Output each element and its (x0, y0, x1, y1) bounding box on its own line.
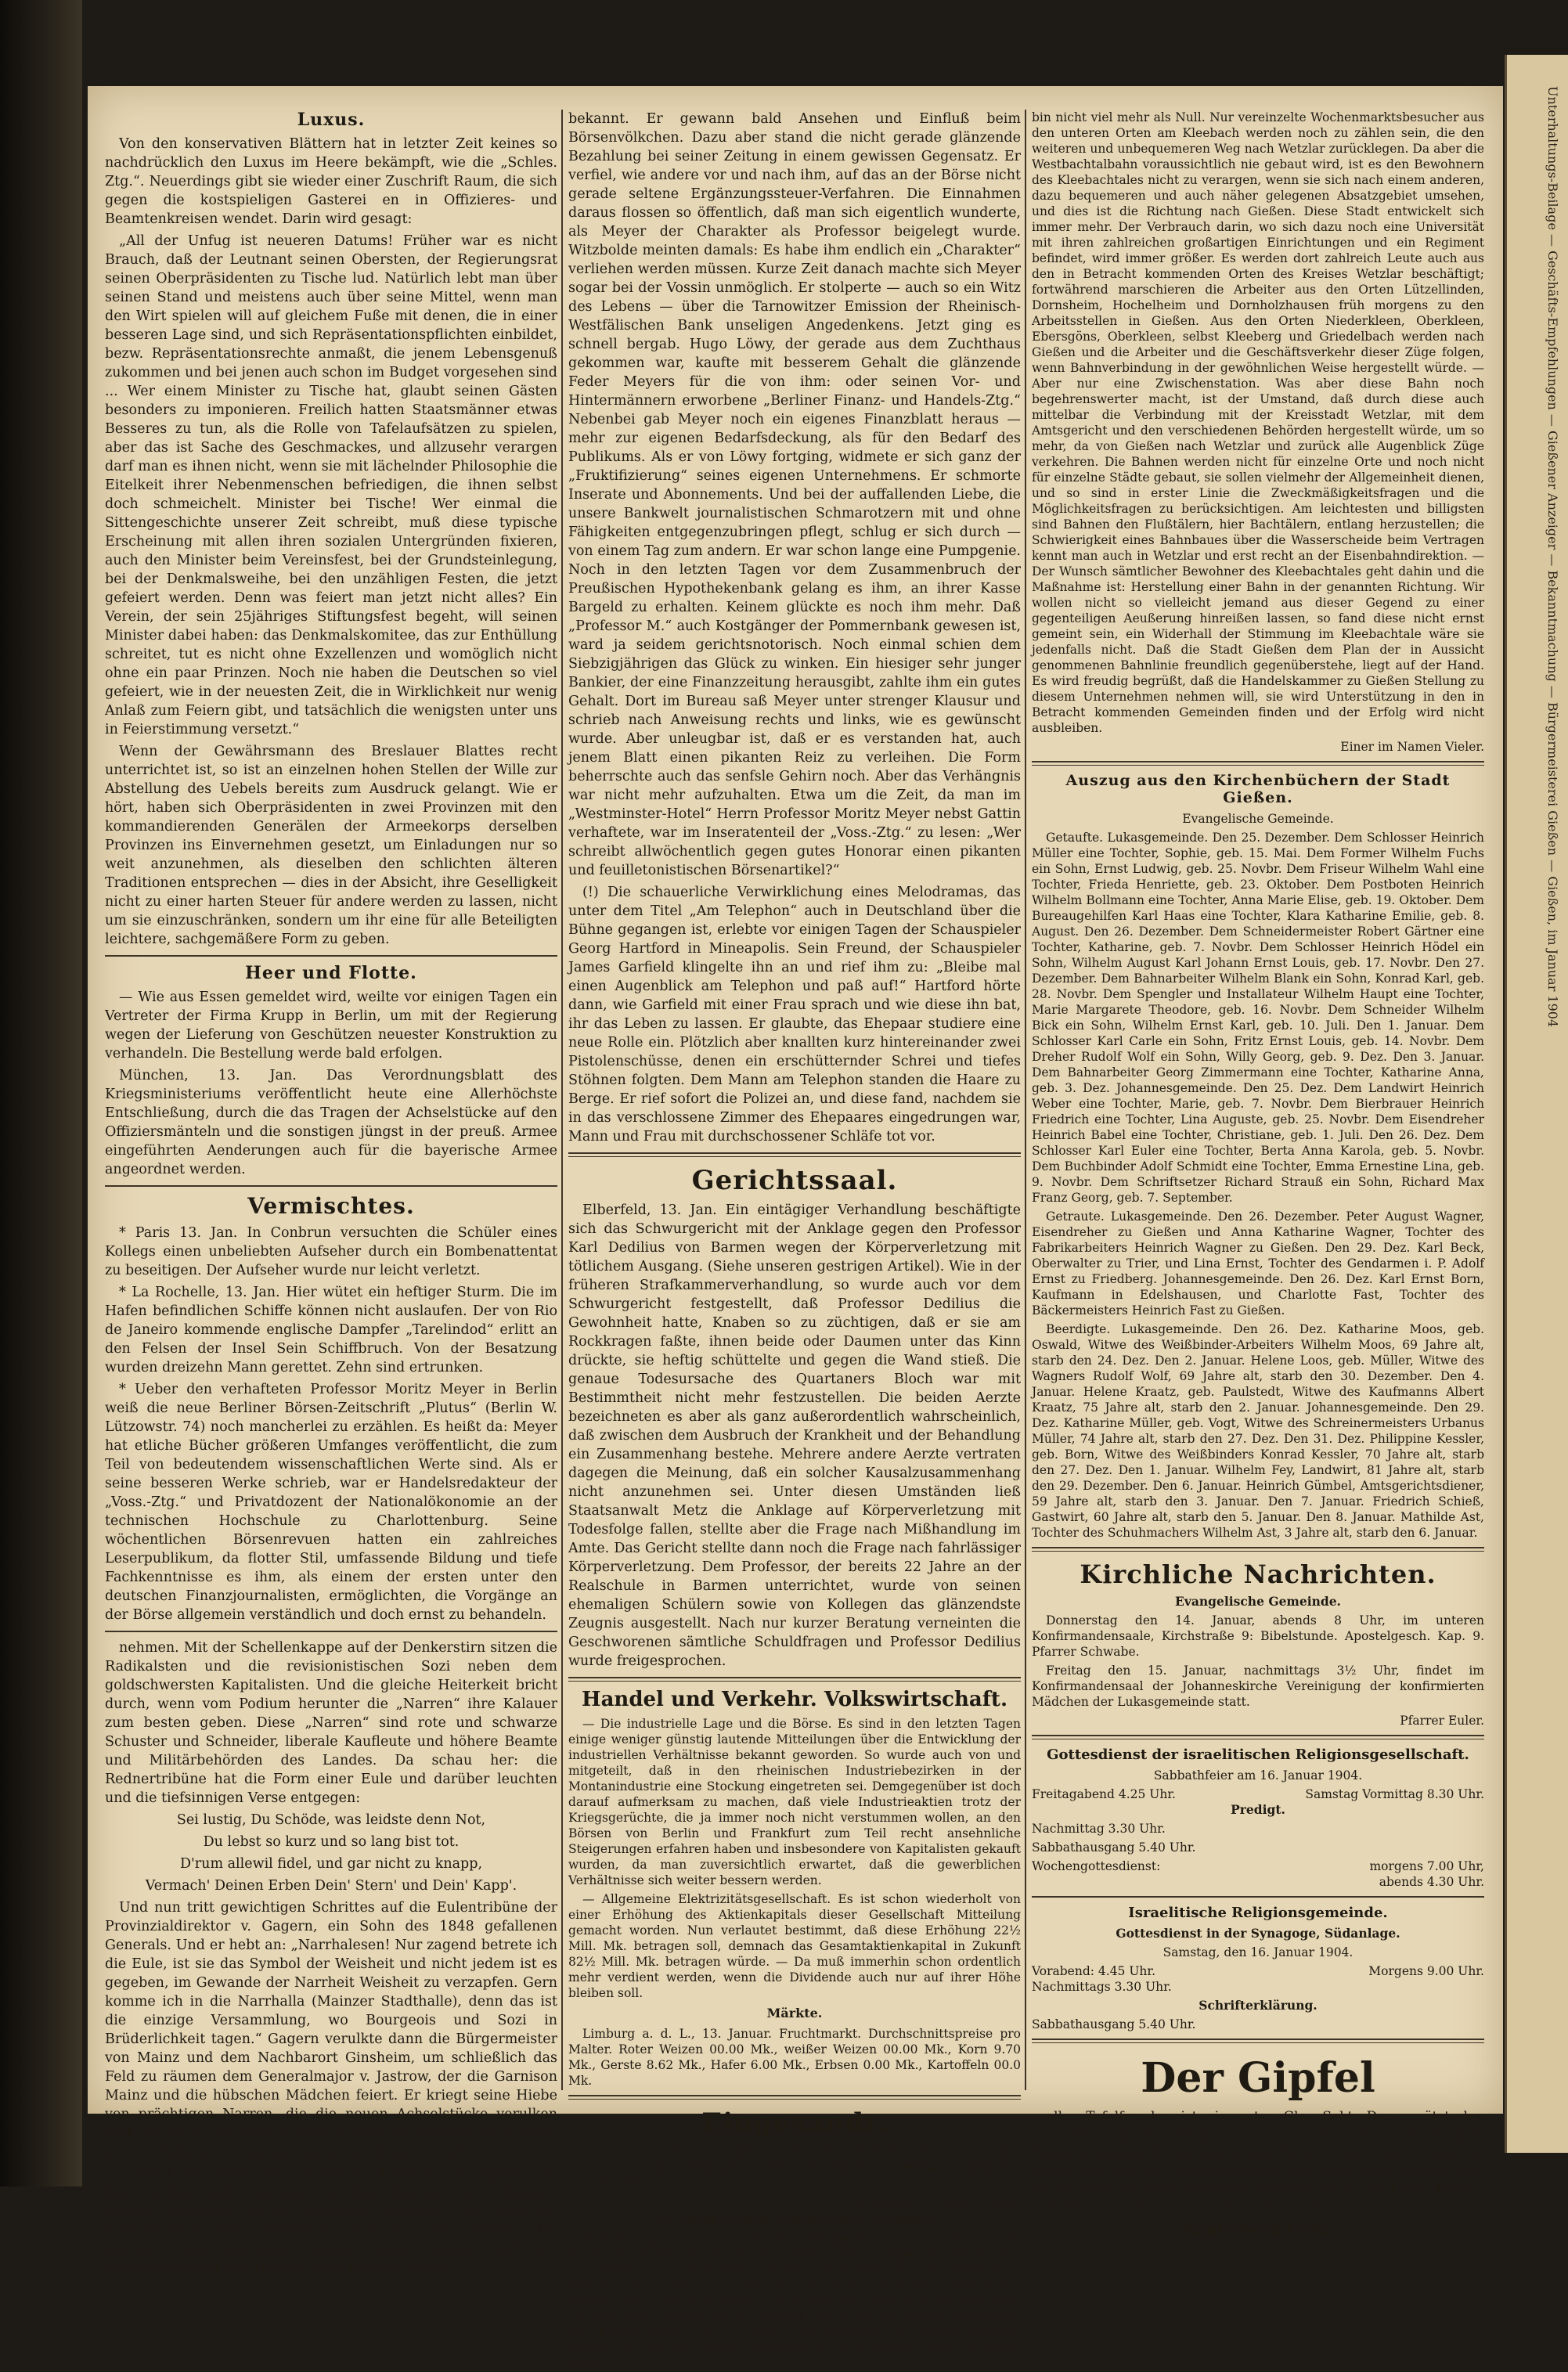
article-paragraph: * Paris 13. Jan. In Conbrun versuchten die Schüler eines Kollegs einen unbeliebten Aufseher durch ein Bombenattentat zu beseitigen. Der Aufseher wurde nur leicht verletzt. (105, 1225, 557, 1278)
article-paragraph: — Nach der „Köln. Ztg.“ wurde die Direktion Steingoetter in der Nachbarstadt Marburg, wo der Zapfenstreich ebenfalls einmal aufgeführt wurde, veranlaßt, bedeutet, von weiteren Aufführungen dort abzusehen, weil das Offizierkorps des dortigen Jägerbataillons Anstoß daran nimmt und bei Wiederholungen das Theater ganz meiden würde. (105, 2166, 557, 2276)
column-left (105, 110, 557, 2276)
adjacent-page-text: Unterhaltungs-Beilage — Geschäfts-Empfehlungen — Gießener Anzeiger — Bekanntmachung — Bürgermeisterei Gießen — Gießen, im Januar 1904 (1545, 86, 1560, 1028)
divider (1032, 2039, 1484, 2043)
article-title-luxus: Luxus. (297, 110, 366, 130)
verse-line: Vermach' Deinen Erben Dein' Stern' und Dein' Kapp'. (145, 1878, 517, 1894)
notice-line: Nachmittag 3.30 Uhr. (1032, 1822, 1166, 1836)
section-title-handel: Handel und Verkehr. Volkswirtschaft. (582, 1688, 1007, 1711)
divider (1032, 761, 1484, 766)
newspaper-page (88, 86, 1503, 2371)
dateline: Dornsheim, 12. Januar 1904. (843, 2194, 1021, 2208)
notice-line: Predigt. (1231, 1802, 1285, 1817)
verse-line: Sei lustig, Du Schöde, was leidste denn Not, (176, 1812, 486, 1828)
schedule-cell: Morgens 9.00 Uhr. (1368, 1964, 1484, 1978)
article-paragraph: Daß die Anwohner der Orte des Kleebachtales von Gießen, bezw. Butzbach gewiß mit Recht, mit mehr oder weniger Spannung der Entscheidung entgegensehen, ist begreiflich. Besonders für diejenigen, welche etwas abseits wohnen, wird es nicht leicht sein, eine Karte, welche etwas anders aussieht, welche erkennen läßt, daß die Bahn nach Ußingen führt, wegen der Wichtigkeit, die sie für die Verkehrsinteressen der Kleebachtaler hat, zu lesen. Die Verkehre der Kleebachtalorte, welche in früheren Jahren vorzugsweise nach Wetzlar ging, ist heute doch (568, 2232, 1021, 2371)
notice-line: abends 4.30 Uhr. (1379, 1875, 1484, 1889)
schedule-cell: Wochengottesdienst: (1032, 1859, 1161, 1873)
editorial-note: (Für Form und Inhalt aller unter dieser Rubrik stehenden Artikel übernimmt die Redaktion dem Publikum gegenüber keinerlei Verantwortung.) (568, 2144, 1021, 2190)
adjacent-page-edge (1505, 55, 1568, 2153)
notice-title-israelitische-religionsgesellschaft: Gottesdienst der israelitischen Religionsgesellschaft. (1047, 1747, 1469, 1763)
article-paragraph: — Wie aus Essen gemeldet wird, weilte vor einigen Tagen ein Vertreter der Firma Krupp in Berlin, um mit der Regierung wegen der Lieferung von Geschützen neuester Konstruktion zu verhandeln. Die Bestellung werde bald erfolgen. (105, 990, 557, 1062)
advert-brand: Kupferberg Gold! (1181, 2219, 1336, 2238)
article-paragraph: nehmen. Mit der Schellenkappe auf der Denkerstirn sitzen die Radikalsten und die revisionistischen Sozi neben dem goldschwersten Kapitalisten. Und die gleiche Heiterkeit bricht durch, wenn vom Podium herunter die „Narren“ ihre Kalauer zum besten geben. Diese „Narren“ sind rote und schwarze Schuster und Schneider, liberale Kaufleute und höhere Beamte und Militärbehörden des Landes. Da schau her: die Rednertribüne hat die Form einer Eule und darüber leuchten und die tiefsinnigen Verse entgegen: (105, 1640, 557, 1806)
schedule-row (1032, 1963, 1484, 1979)
notice-signature: Pfarrer Euler. (1400, 1714, 1484, 1728)
advert-title-gipfel: Der Gipfel (1141, 2054, 1375, 2102)
article-paragraph: Elberfeld, 13. Jan. Ein eintägiger Verhandlung beschäftigte sich das Schwurgericht mit der Anklage gegen den Professor Karl Dedilius von Barmen wegen der Körperverletzung mit tötlichem Ausgang. (Siehe unseren gestrigen Artikel). Wie in der früheren Strafkammerverhandlung, so wurde auch vor dem Schwurgericht festgestellt, daß Professor Dedilius die Gewohnheit hatte, Knaben so zu züchtigen, daß er sie am Rockkragen faßte, ihnen beide oder Daumen unter das Kinn drückte, sie heftig schüttelte und gegen die Wand stieß. Die genaue Todesursache des Quartaners Bloch war mit Bestimmtheit nicht mehr festzustellen. Die beiden Aerzte bezeichneten es aber als ganz außerordentlich wahrscheinlich, daß zwischen dem Ausbruch der Krankheit und der Behandlung ein Zusammenhang bestehe. Mehrere andere Aerzte vertraten dagegen die Meinung, daß ein solcher Kausalzusammenhang nicht anzunehmen sei. Unter diesen Umständen ließ Staatsanwalt Metz die Anklage auf Körperverletzung mit Todesfolge fallen, stellte aber die Frage nach Mißhandlung im Amte. Das Gericht stellte dann noch die Frage nach fahrlässiger Körperverletzung. Dem Professor, der bereits 22 Jahre an der Realschule in Barmen unterrichtet, wurde von seinen ehemaligen Schülern sowie von Kollegen das glänzendste Zeugnis ausgestellt. Nach nur kurzer Beratung verneinten die Geschworenen sämtliche Schuldfragen und Professor Dedilius wurde freigesprochen. (568, 1202, 1021, 1669)
section-title-kirchliche-nachrichten: Kirchliche Nachrichten. (1080, 1559, 1436, 1589)
register-entries-getaufte: Getaufte. Lukasgemeinde. Den 25. Dezember. Dem Schlosser Heinrich Müller eine Tochter, Sophie, geb. 15. Mai. Dem Former Wilhelm Fuchs ein Sohn, Ernst Ludwig, geb. 25. Novbr. Dem Friseur Wilhelm Wahl eine Tochter, Frieda Henriette, geb. 23. Oktober. Dem Postboten Heinrich Wilhelm Bollmann eine Tochter, Anna Marie Elise, geb. 19. Oktober. Dem Bureaugehilfen Karl Haas eine Tochter, Klara Katharine Emilie, geb. 8. August. Den 26. Dezember. Dem Schneidermeister Robert Gärtner eine Tochter, Katharine, geb. 7. Novbr. Dem Schlosser Heinrich Hödel ein Sohn, Wilhelm August Karl Johann Ernst Louis, geb. 17. Novbr. Den 27. Dezember. Dem Bahnarbeiter Wilhelm Blank ein Sohn, Konrad Karl, geb. 28. Novbr. Dem Spengler und Installateur Wilhelm Haupt eine Tochter, Marie Margarete Theodore, geb. 16. Novbr. Dem Schneider Wilhelm Bick ein Sohn, Wilhelm Ernst Karl, geb. 10. Juli. Den 1. Januar. Dem Schlosser Karl Carle ein Sohn, Fritz Ernst Louis, geb. 14. Novbr. Dem Dreher Rudolf Wolf ein Sohn, Willy Georg, geb. 9. Dez. Den 3. Januar. Dem Bahnarbeiter Georg Zimmermann eine Tochter, Katharine Anna, geb. 3. Dez. Johannesgemeinde. Den 25. Dez. Dem Landwirt Heinrich Weber eine Tochter, Marie, geb. 7. Novbr. Dem Bierbrauer Heinrich Friedrich eine Tochter, Lina Auguste, geb. 25. Novbr. Dem Eisendreher Heinrich Babel eine Tochter, Christiane, geb. 1. Juli. Den 26. Dez. Dem Schlosser Karl Euler eine Tochter, Berta Anna Karola, geb. 5. Novbr. Dem Buchbinder Adolf Schmidt eine Tochter, Emma Ernestine Lina, geb. 9. Novbr. Dem Schriftsetzer Richard Strauß ein Sohn, Richard Max Franz Georg, geb. 7. September. (1032, 831, 1484, 1205)
divider (568, 1677, 1021, 1682)
notice-line: Samstag, den 16. Januar 1904. (1162, 1945, 1354, 1959)
schedule-row (1032, 1786, 1484, 1802)
schedule-row (1032, 1858, 1484, 1874)
column-rule (561, 110, 563, 2090)
divider (568, 2095, 1021, 2100)
column-right (1032, 110, 1484, 2238)
notice-title-israelitische-religionsgemeinde: Israelitische Religionsgemeinde. (1128, 1905, 1388, 1921)
notice-paragraph: Freitag den 15. Januar, nachmittags 3½ Uhr, findet im Konfirmandensaal der Johanneskirche Vereinigung der konfirmierten Mädchen der Lukasgemeinde statt. (1032, 1664, 1484, 1709)
schedule-cell: morgens 7.00 Uhr, (1369, 1859, 1484, 1873)
article-paragraph: — Allgemeine Elektrizitätsgesellschaft. Es ist schon wiederholt von einer Erhöhung des Aktienkapitals dieser Gesellschaft Mitteilung gemacht worden. Nun verlautet bestimmt, daß diese Erhöhung 22½ Mill. Mk. betragen soll, demnach das Gesamtaktienkapital in Zukunft 82½ Mill. Mk. betragen würde. — Da muß immerhin schon ordentlich mehr verdient werden, wenn die Dividende auch nur auf ihrer Höhe bleiben soll. (568, 1892, 1021, 2000)
divider (105, 1185, 557, 1187)
notice-line: Sabbathfeier am 16. Januar 1904. (1153, 1768, 1363, 1783)
column-rule (1025, 110, 1026, 2090)
article-paragraph: Limburg a. d. L., 13. Januar. Fruchtmarkt. Durchschnittspreise pro Malter. Roter Weizen 00.00 Mk., weißer Weizen 00.00 Mk., Korn 9.70 Mk., Gerste 8.62 Mk., Hafer 6.00 Mk., Erbsen 0.00 Mk., Kartoffeln 00.0 Mk. (568, 2027, 1021, 2088)
subsection-title: Evangelische Gemeinde. (1175, 1594, 1341, 1609)
divider (105, 1631, 557, 1632)
notice-line: Nachmittags 3.30 Uhr. (1032, 1980, 1172, 1994)
subsection-title-maerkte: Märkte. (766, 2006, 823, 2021)
article-paragraph: (!) Die schauerliche Verwirklichung eines Melodramas, das unter dem Titel „Am Telephon“ auch in Deutschland über die Bühne gegangen ist, erlebte vor einigen Tagen der Schauspieler Georg Hartford in Mineapolis. Sein Freund, der Schauspieler James Garfield klingelte ihn an und rief ihm zu: „Bleibe mal einen Augenblick am Telephon und paß auf!“ Hartford hörte dann, wie Garfield mit einer Frau sprach und wie diese ihn bat, ihr das Leben zu lassen. Er glaubte, das Ehepaar studiere eine neue Rolle ein. Plötzlich aber knallten kurz hintereinander zwei Pistolenschüsse, denen ein erschütternder Schrei und tiefes Stöhnen folgten. Dem Mann am Telephon standen die Haare zu Berge. Er rief sofort die Polizei an, und diese fand, nachdem sie in das verschlossene Zimmer des Ehepaares eingedrungen war, Mann und Frau mit durchschossener Schläfe tot vor. (568, 885, 1021, 1145)
subsection-title: Evangelische Gemeinde. (1182, 812, 1334, 826)
article-paragraph: — Die industrielle Lage und die Börse. Es sind in den letzten Tagen einige weniger günstig lautende Mitteilungen über die Entwicklung der industriellen Verhältnisse bekannt geworden. So wurde auch von und mitgeteilt, daß in den rheinischen Industriebezirken in der Montanindustrie eine Stockung eingetreten sei. Demgegenüber ist doch darauf aufmerksam zu machen, daß viele Industrieaktien trotz der Kriegsgerüchte, die ja immer noch nicht verstummen wollen, an den Börsen von Berlin und Frankfurt zum Teil recht ansehnliche Steigerungen erfahren haben und insbesondere von Kapitalisten gekauft wurden, da man zuversichtlich erwartet, daß die gewerblichen Verhältnisse sich weiter bessern werden. (568, 1717, 1021, 1887)
article-paragraph: bekannt. Er gewann bald Ansehen und Einfluß beim Börsenvölkchen. Dazu aber stand die nicht gerade glänzende Bezahlung bei seiner Zeitung in einem gewissen Gegensatz. Er verfiel, wie andere vor und nach ihm, auf das an der Börse nicht gerade seltene Ergänzungssteuer-Verfahren. Die Einnahmen daraus flossen so öffentlich, daß man sich eigentlich wunderte, als Meyer der Charakter als Professor beigelegt wurde. Witzbolde meinten damals: Es habe ihm endlich ein „Charakter“ verliehen werden müssen. Kurze Zeit danach machte sich Meyer sogar bei der Vossin unmöglich. Er stolperte — auch so ein Witz des Lebens — über die Tarnowitzer Emission der Rheinisch-Westfälischen Bank unseligen Angedenkens. Jetzt ging es schnell bergab. Hugo Löwy, der gerade aus dem Zuchthaus gekommen war, kaufte mit besserem Gehalt die glänzende Feder Meyers für die von ihm: oder seinen Vor- und Hintermännern erworbene „Berliner Finanz- und Handels-Ztg.“ Nebenbei gab Meyer noch ein eigenes Finanzblatt heraus — mehr zur eigenen Bedarfsdeckung, als für den Bedarf des Publikums. Als er von Löwy fortging, widmete er sich ganz der „Fruktifizierung“ seines eigenen Unternehmens. Er schmorte Inserate und Abonnements. Und bei der auffallenden Liebe, die unsere Bankwelt journalistischen Schmarotzern mit und ohne Fähigkeiten entgegenzubringen pflegt, schlug er sich durch — von einem Tag zum andern. Er war schon lange eine Pumpgenie. Noch in den letzten Tagen vor dem Zusammenbruch der Preußischen Hypothekenbank gelang es ihm, an ihrer Kasse Bargeld zu erhalten. Keinem glückte es noch ihm mehr. Daß „Professor M.“ auch Kostgänger der Pommernbank gewesen ist, ward ja seidem gerichtsnotorisch. Noch einmal schien dem Siebzigjährigen das Glück zu winken. Ein hiesiger sehr junger Bankier, der eine Finanzzeitung herausgibt, zahlte ihm ein gutes Gehalt. Dort im Bureau saß Meyer unter strenger Klausur und schrieb nach Anweisung rechts und links, wie es gewünscht wurde. Aber unleugbar ist, daß er es verstanden hat, auch jenem Blatt einen pikanten Reiz zu verleihen. Die Form beherrschte auch das senfsle Gehirn noch. Aber das Verhängnis war nicht mehr aufzuhalten. Etwa um die Zeit, da man im „Westminster-Hotel“ Herrn Professor Moritz Meyer nebst Gattin verhaftete, war im Inseratenteil der „Voss.-Ztg.“ zu lesen: „Wer schreibt allwöchentlich gegen gutes Honorar einen pikanten und feuilletonistischen Börsenartikel?“ (568, 111, 1021, 878)
book-binding (0, 0, 82, 2186)
article-paragraph: * Ueber den verhafteten Professor Moritz Meyer in Berlin weiß die neue Berliner Börsen-Zeitschrift „Plutus“ (Berlin W. Lützowstr. 74) noch mancherlei zu erzählen. Es heißt da: Meyer hat etliche Bücher größeren Umfanges veröffentlicht, die zum Teil von bedeutendem wissenschaftlichen Werte sind. Als er seine besseren Werke schrieb, war er Handelsredakteur der „Voss.-Ztg.“ und Privatdozent der Nationalökonomie an der technischen Hochschule zu Charlottenburg. Seine wöchentlichen Börsenrevuen hatten ein zahlreiches Leserpublikum, da flotter Stil, umfassende Bildung und tiefe Fachkenntnisse es ihm, als einem der ersten unter den deutschen Finanzjournalisten, ermöglichten, die Vorgänge an der Börse allgemein verständlich und doch ernst zu behandeln. (105, 1382, 557, 1623)
article-paragraph: Und nun tritt gewichtigen Schrittes auf die Eulentribüne der Provinzialdirektor v. Gagern, ein Sohn des 1848 gefallenen Generals. Und er hebt an: „Narrhalesen! Nur zagend betrete ich die Eule, ist sie das Symbol der Weisheit und nicht jedem ist es gegeben, im Gewande der Narrheit Weisheit zu verzapfen. Gern komme ich in die Narrhalla (Mainzer Stadthalle), denn das ist die einzige Versammlung, wo Bourgeois und Sozi in Brüderlichkeit tagen.“ Gagern verulkte dann die Bürgermeister von Mainz und dem Nachbarort Ginsheim, um schließlich das Feld zu räumen dem Generalmajor v. Jastrow, der die Garnison Mainz und die hübschen Mädchen feiert. Er kriegt seine Hiebe von prächtigen Narren, die die neuen Achselstücke verulken und das Wort Garnison verpönen, weil die Mainzerinnen sonst gar zu leicht an die „kleine Garnison“ denken könnten. (105, 1900, 557, 2160)
divider (1032, 1896, 1484, 1898)
article-paragraph: * La Rochelle, 13. Jan. Hier wütet ein heftiger Sturm. Die im Hafen befindlichen Schiffe können nicht auslaufen. Der von Rio de Janeiro kommende englische Dampfer „Tarelindod“ erlitt an den Felsen der Insel Sein Schiffbruch. Von der Besatzung wurden dreizehn Mann gerettet. Zehn sind ertrunken. (105, 1285, 557, 1375)
section-title-kirchenbuecher: Auszug aus den Kirchenbüchern der Stadt Gießen. (1065, 772, 1451, 806)
verse-line: D'rum allewil fidel, und gar nicht zu knapp, (179, 1856, 483, 1872)
article-paragraph: Von den konservativen Blättern hat in letzter Zeit keines so nachdrücklich den Luxus im Heere bekämpft, wie die „Schles. Ztg.“. Neuerdings gibt sie wieder einer Zuschrift Raum, die sich gegen die kostspieligen Gasterei en in Offizieres- und Beamtenkreisen wendet. Darin wird gesagt: (105, 136, 557, 227)
schedule-cell: Samstag Vormittag 8.30 Uhr. (1305, 1787, 1484, 1801)
schedule-cell: Freitagabend 4.25 Uhr. (1032, 1787, 1176, 1801)
register-entries-getraute: Getraute. Lukasgemeinde. Den 26. Dezember. Peter August Wagner, Eisendreher zu Gießen und Anna Katharine Wagner, Tochter des Fabrikarbeiters Heinrich Wagner zu Gießen. Den 29. Dez. Karl Beck, Oberwalter zu Trier, und Lina Ernst, Tochter des Gendarmen i. P. Adolf Ernst zu Friedberg. Johannesgemeinde. Den 26. Dez. Karl Ernst Born, Kaufmann in Edelshausen, und Charlotte Fast, Tochter des Bäckermeisters Heinrich Fast zu Gießen. (1032, 1209, 1484, 1318)
notice-paragraph: Donnerstag den 14. Januar, abends 8 Uhr, im unteren Konfirmandensaale, Kirchstraße 9: Bibelstunde. Apostelgesch. Kap. 9. Pfarrer Schwabe. (1032, 1613, 1484, 1659)
article-paragraph: bin nicht viel mehr als Null. Nur vereinzelte Wochenmarktsbesucher aus den unteren Orten am Kleebach werden noch zu zählen sein, die den weiteren und unbequemeren Weg nach Wetzlar zurücklegen. Da aber die Westbachtalbahn voraussichtlich nie gebaut wird, ist es den Bewohnern des Kleebachtales nicht zu verargen, wenn sie sich nach einem anderen, dazu bequemeren und auch näher gelegenen Absatzgebiet umsehen, und dies ist die Richtung nach Gießen. Diese Stadt entwickelt sich immer mehr. Der Verbrauch darin, wo sich dazu noch eine Universität mit ihren zahlreichen großartigen Einrichtungen und ein Regiment befindet, wird immer größer. Es werden dort zahlreich Leute auch aus den in Betracht kommenden Orten des Kreises Wetzlar beschäftigt; fortwährend marschieren die Arbeiter aus den Orten Lützellinden, Dornsheim, Hochelheim und Dornholzhausen früh morgens zu den Arbeitsstellen in Gießen. Aus den Orten Niederkleen, Oberkleen, Ebersgöns, Oberkleen, selbst Kleeberg und Griedelbach werden nach Gießen und die Arbeiter und die Geschäftsverkehr dieser Züge folgen, wenn Bahnverbindung in der gewöhnlichen Weise hergestellt würde. — Aber nur eine Zwischenstation. Was aber diese Bahn noch begehrenswerter macht, ist der Umstand, daß durch diese auch mittelbar die Verbindung mit der Kreisstadt Wetzlar, mit dem Amtsgericht und den verschiedenen Behörden hergestellt würde, um so mehr, da von Gießen nach Wetzlar und zurück alle Augenblick Züge verkehren. Die Bahnen werden nicht für einzelne Orte und noch nicht für einzelne Städte gebaut, sie sollen vielmehr der Allgemeinheit dienen, und so sind in erster Linie die Zweckmäßigkeitsfragen und die Möglichkeitsfragen zu berücksichtigen. Am leichtesten und billigsten sind Bahnen den Flußtälern, hier Bachtälern, entlang herzustellen; die Schwierigkeit eines Bahnbaues über die Wasserscheide beim Vertragen kennt man auch in Wetzlar und erst recht an der Eisenbahndirektion. — Der Wunsch sämtlicher Bewohner des Kleebachtales geht dahin und die Maßnahme ist: Herstellung einer Bahn in der genannten Richtung. Wir wollen nicht so vielleicht jemand aus dieser Gegend zu einer gegenteiligen Aeußerung hinreißen lassen, so fand diese nicht ernst gemeint sein, ein Widerhall der Stimmung im Kleebachtale wäre sie jedenfalls nicht. Daß die Stadt Gießen dem Plan der in Aussicht genommenen Bahnlinie freundlich gegenüberstehe, liegt auf der Hand. Es wird freudig begrüßt, daß die Handelskammer zu Gießen Stellung zu diesem Unternehmen nehmen will, sie wird Unterstützung in den in Betracht kommenden Gemeinden finden und der Erfolg wird nicht ausbleiben. (1032, 110, 1484, 735)
article-paragraph: „All der Unfug ist neueren Datums! Früher war es nicht Brauch, daß der Leutnant seinen Obersten, der Regierungsrat seinen Oberpräsidenten zu Tische lud. Natürlich lebt man über seinen Stand und meistens auch über seine Mittel, wenn man den Wirt spielen will auf gleichem Fuße mit denen, die in einer besseren Lage sind, und sich Repräsentationspflichten einbildet, bezw. Repräsentationsrechte anmaßt, die jenem Lebensgenuß zukommen und bei jenen auch schon im Budget vorgesehen sind ... Wer einem Minister zu Tische hat, glaubt seinen Gästen besonders zu imponieren. Freilich hatten Staatsmänner etwas Besseres zu tun, als die Rolle von Tafelaufsätzen zu spielen, aber das ist Sache des Geschmackes, und allzusehr verargen darf man es ihnen nicht, wenn sie mit lächelnder Philosophie die Eitelkeit ihrer Nebenmenschen befriedigen, die ihnen selbst doch schmeichelt. Minister bei Tische! Wer einmal die Sittengeschichte unserer Zeit schreibt, muß diese typische Erscheinung mit allen ihren sozialen Untergründen fixieren, auch den Minister beim Vereinsfest, bei der Grundsteinlegung, bei der Denkmalsweihe, bei den unzähligen Festen, die jetzt gefeiert werden. Denn was feiert man jetzt nicht alles? Ein Verein, der sein 25jähriges Stiftungsfest begeht, will seinen Minister dabei haben: das Denkmalskomitee, das zur Enthüllung schreitet, tut es nicht ohne Exzellenzen und womöglich nicht ohne ein paar Prinzen. Noch nie haben die Deutschen so viel gefeiert, wie in der neuesten Zeit, die in Wirklichkeit nur wenig Anlaß zum Feiern gibt, und tatsächlich die wenigsten unter uns in Feierstimmung versetzt.“ (105, 233, 557, 737)
section-title-gerichtssaal: Gerichtssaal. (691, 1165, 898, 1196)
section-title-heer: Heer und Flotte. (245, 963, 417, 983)
divider (105, 955, 557, 957)
register-entries-beerdigte: Beerdigte. Lukasgemeinde. Den 26. Dez. Katharine Moos, geb. Oswald, Witwe des Weißbinder-Arbeiters Wilhelm Moos, 69 Jahre alt, starb den 24. Dez. Den 2. Januar. Helene Loos, geb. Müller, Witwe des Wagners Rudolf Wolf, 69 Jahre alt, starb den 30. Dezember. Den 4. Januar. Helene Kraatz, geb. Paulstedt, Witwe des Kaufmanns Albert Kraatz, 75 Jahre alt, starb den 2. Januar. Johannesgemeinde. Den 29. Dez. Katharine Müller, geb. Vogt, Witwe des Schreinermeisters Urbanus Müller, 74 Jahre alt, starb den 27. Dez. Den 31. Dez. Philippine Kessler, geb. Born, Witwe des Weißbinders Konrad Kessler, 70 Jahre alt, starb den 27. Dez. Den 1. Januar. Wilhelm Fey, Landwirt, 81 Jahre alt, starb den 29. Dezember. Den 6. Januar. Heinrich Gümbel, Amtsgerichtsdiener, 59 Jahre alt, starb den 3. Januar. Den 7. Januar. Friedrich Schieß, Gastwirt, 60 Jahre alt, starb den 5. Januar. Den 8. Januar. Mathilde Ast, Tochter des Schuhmachers Wilhelm Ast, 3 Jahre alt, starb den 6. Januar. (1032, 1322, 1484, 1540)
notice-line: Schrifterklärung. (1199, 1998, 1317, 2013)
article-paragraph: München, 13. Jan. Das Verordnungsblatt des Kriegsministeriums veröffentlicht heute eine Allerhöchste Entschließung, durch die das Tragen der Achselstücke auf den Offiziersmänteln und die sonstigen jüngst in der preuß. Armee eingeführten Aenderungen auch für die bayerische Armee angeordnet werden. (105, 1068, 557, 1177)
letter-title: Zur Bahn Gießen—Kleebachtal—Ußingen. (652, 2212, 937, 2227)
advert-text: aller Tafelfreuden ist ein gutes Glas Sekt. Das ergötzt den Gaumen, regt den Magen und feuert den Geist an. Es gibt Wohlgeschmack, Wohlbehagen und Witz, — und zwar je mehr, je besser der Sekt ist. Diese Erfahrung, die durch jedes höhere Fest, durch jedes intimere Gastmahl bestätigt wird, führt den Kenner und Freund feinsten Genusses immer wieder zu (1032, 2109, 1484, 2215)
divider (568, 1152, 1021, 1157)
divider (1032, 1735, 1484, 1739)
schedule-cell: Vorabend: 4.45 Uhr. (1032, 1964, 1156, 1978)
notice-line: Sabbathausgang 5.40 Uhr. (1032, 2017, 1196, 2031)
section-title-eingesandt: Eingesandt. (701, 2107, 888, 2139)
verse-line: Du lebst so kurz und so lang bist tot. (203, 1834, 460, 1850)
notice-line: Sabbathausgang 5.40 Uhr. (1032, 1840, 1196, 1855)
divider (1032, 1547, 1484, 1552)
article-paragraph: Wenn der Gewährsmann des Breslauer Blattes recht unterrichtet ist, so ist an einzelnen hohen Stellen der Wille zur Abstellung des Uebels bereits zum Ausdruck gelangt. Wie er hört, haben sich Oberpräsidenten in zwei Provinzen mit den kommandierenden Generälen der Armeekorps derselben Provinzen ins Einvernehmen gesetzt, um Einladungen nur so weit anzunehmen, als dieselben den schlichten älteren Traditionen entsprechen — dies in der Absicht, ihre Geselligkeit nicht zu einer harten Steuer für andere werden zu lassen, nicht um sie einzuschränken, sondern um ihr eine für alle Beteiligten leichtere, sachgemäßere Form zu geben. (105, 744, 557, 947)
letter-signature: Einer im Namen Vieler. (1340, 740, 1484, 754)
notice-line: Gottesdienst in der Synagoge, Südanlage. (1116, 1926, 1400, 1941)
section-title-vermischtes: Vermischtes. (247, 1193, 415, 1219)
column-middle (568, 110, 1021, 2371)
